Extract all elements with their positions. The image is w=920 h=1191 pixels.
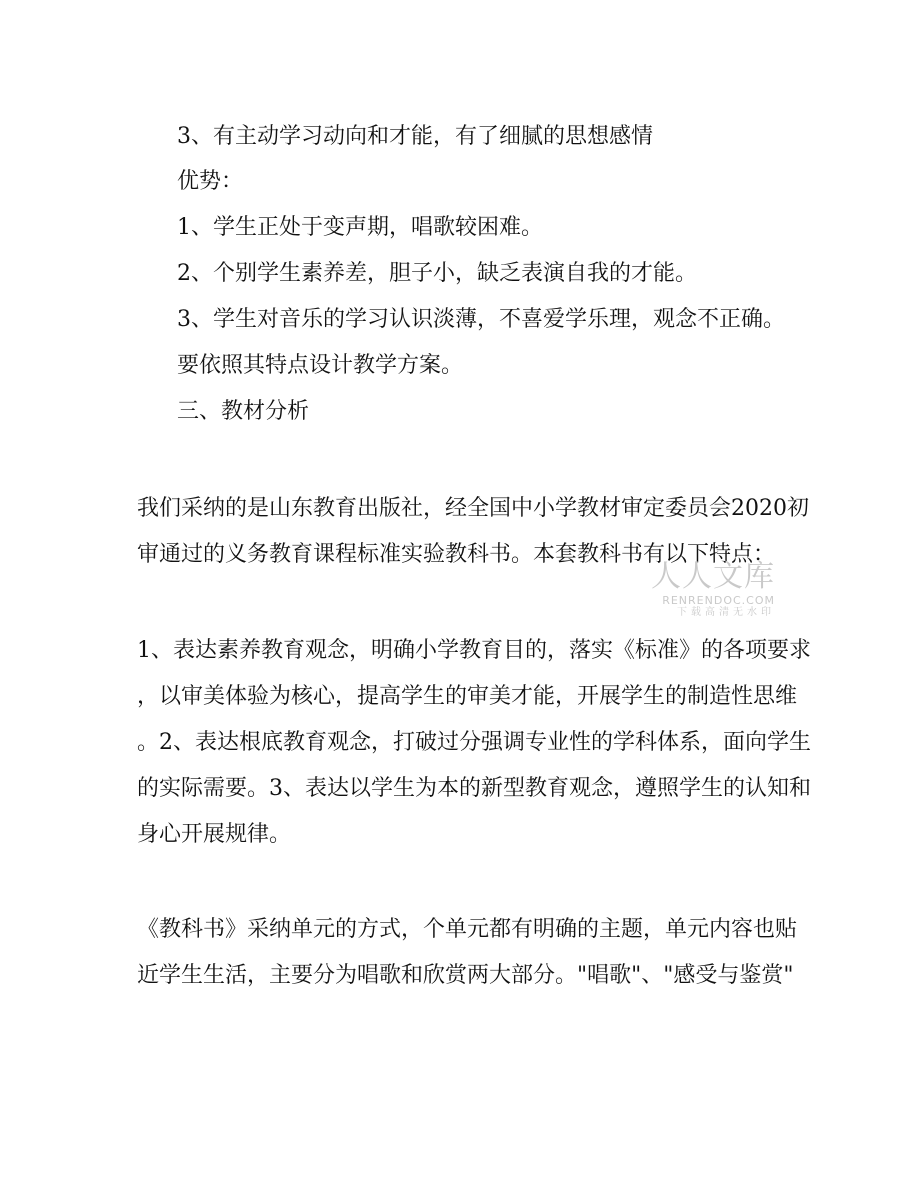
watermark-tagline: 下载高清无水印	[677, 607, 775, 618]
paragraph-line: 1、学生正处于变声期，唱歌较困难。	[177, 215, 543, 240]
paragraph-line: 我们采纳的是山东教育出版社，经全国中小学教材审定委员会2020初	[137, 496, 809, 521]
paragraph-line: 2、个别学生素养差，胆子小，缺乏表演自我的才能。	[177, 261, 697, 286]
section-heading: 三、教材分析	[177, 399, 310, 424]
paragraph-line: 3、有主动学习动向和才能，有了细腻的思想感情	[177, 124, 653, 149]
paragraph-line: 近学生生活，主要分为唱歌和欣赏两大部分。"唱歌"、"感受与鉴赏"	[137, 963, 794, 988]
watermark-title: 人人文库	[651, 559, 775, 594]
paragraph-line: 审通过的义务教育课程标准实验教科书。本套教科书有以下特点：	[137, 542, 776, 567]
paragraph-line: 优势：	[177, 169, 244, 194]
watermark	[640, 560, 775, 619]
paragraph-line: 的实际需要。3、表达以学生为本的新型教育观念，遵照学生的认知和	[137, 776, 811, 801]
paragraph-line: 身心开展规律。	[137, 822, 292, 847]
paragraph-line: 3、学生对音乐的学习认识淡薄，不喜爱学乐理，观念不正确。	[177, 307, 785, 332]
paragraph-line: 《教科书》采纳单元的方式，个单元都有明确的主题，单元内容也贴	[137, 917, 798, 942]
paragraph-line: 1、表达素养教育观念，明确小学教育目的，落实《标准》的各项要求	[137, 638, 811, 663]
paragraph-line: 要依照其特点设计教学方案。	[177, 353, 464, 378]
paragraph-line: 。2、表达根底教育观念，打破过分强调专业性的学科体系，面向学生	[137, 730, 811, 755]
paragraph-line: ，以审美体验为核心，提高学生的审美才能，开展学生的制造性思维	[137, 684, 798, 709]
watermark-subtitle: RENRENDOC.COM	[662, 594, 775, 607]
